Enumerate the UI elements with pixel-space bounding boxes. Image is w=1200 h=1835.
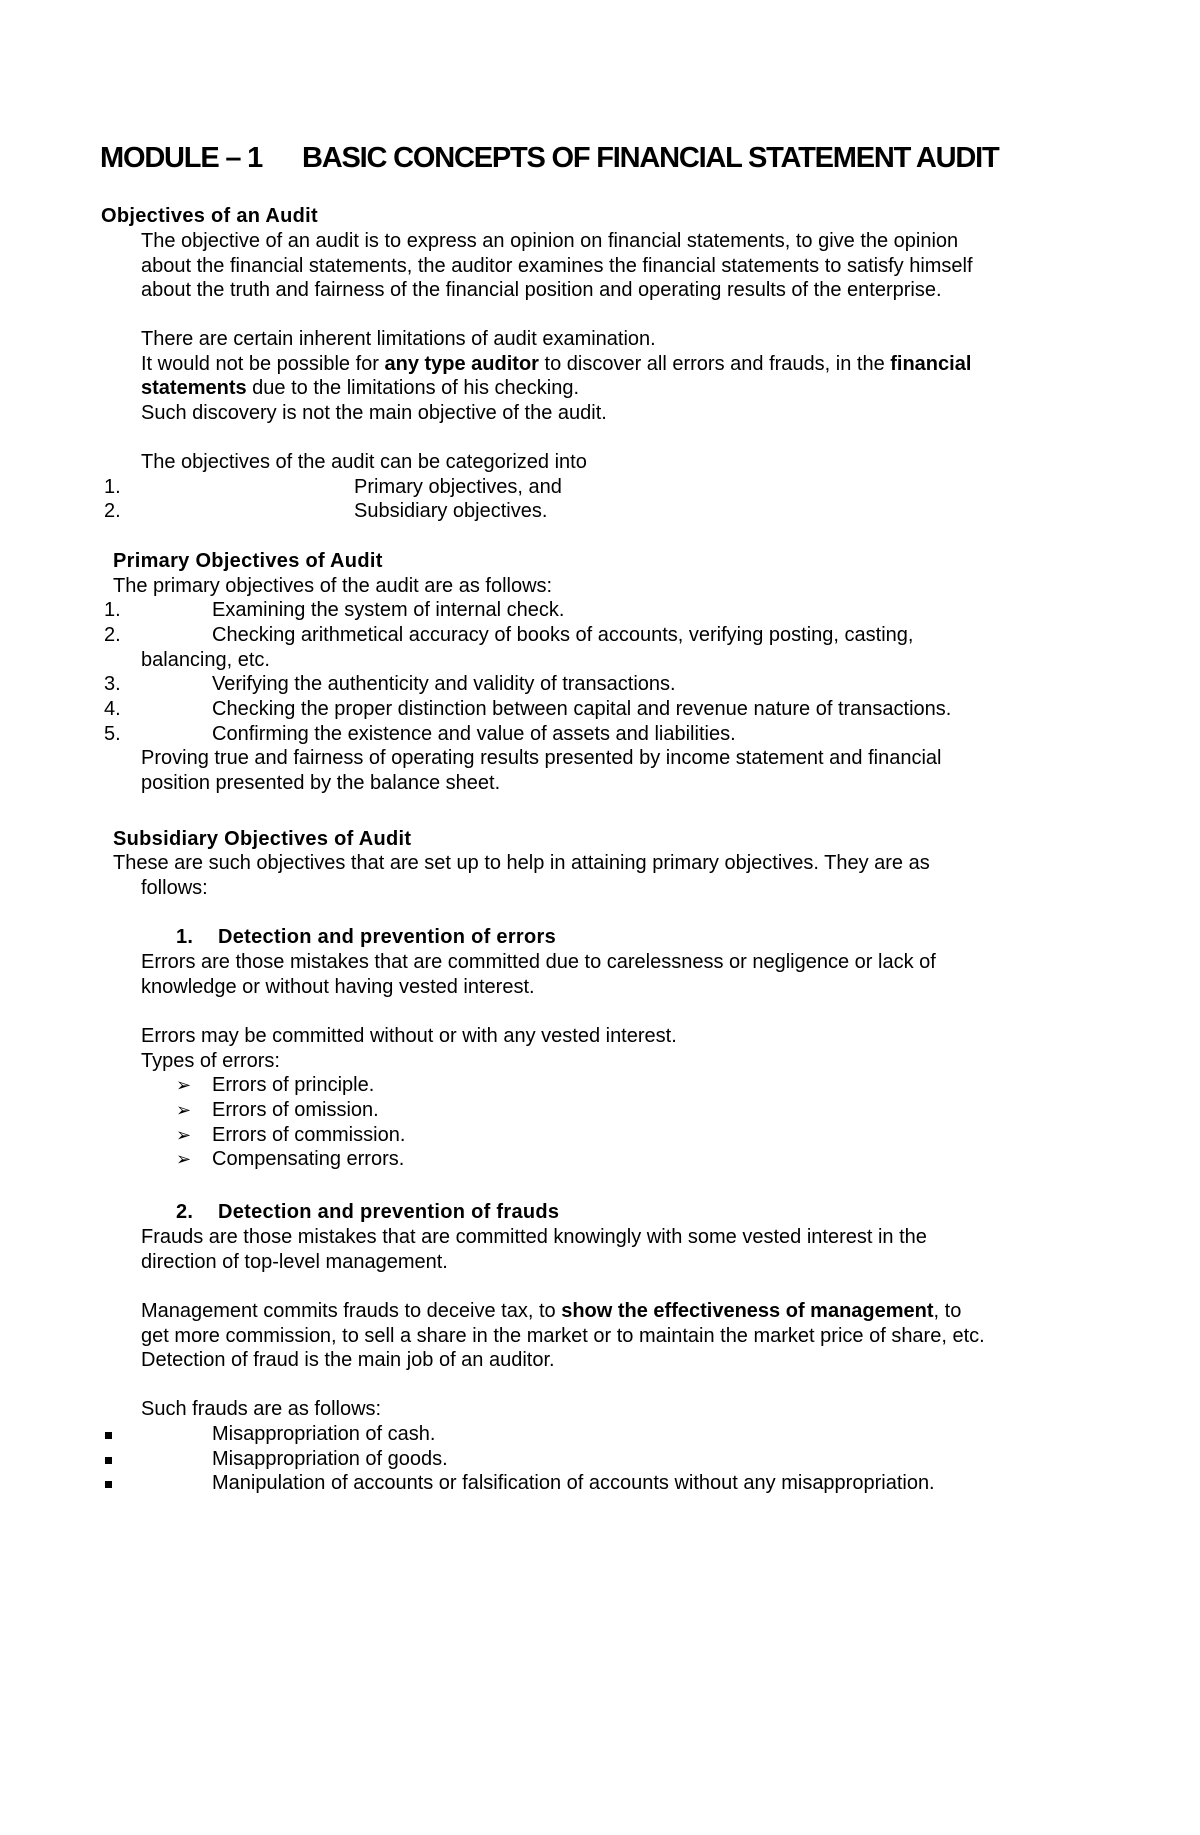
list-number: 2. [104, 624, 121, 646]
paragraph-line: about the truth and fairness of the financial position and operating results of the enterprise. [141, 279, 942, 301]
paragraph-line [141, 1299, 961, 1323]
arrow-bullet-icon: ➢ [176, 1149, 192, 1169]
list-item: Confirming the existence and value of assets and liabilities. [212, 723, 736, 745]
list-item: Errors of omission. [212, 1099, 379, 1121]
list-item: Compensating errors. [212, 1148, 405, 1170]
square-bullet-icon [105, 1457, 112, 1464]
bold-text: statements [141, 377, 247, 399]
text-run: to discover all errors and frauds, in the [538, 353, 891, 375]
paragraph-line: about the financial statements, the auditor examines the financial statements to satisfy himself [141, 255, 973, 277]
paragraph-line: The objectives of the audit can be categorized into [141, 451, 587, 473]
subheading-number: 1. [176, 926, 194, 948]
arrow-bullet-icon: ➢ [176, 1100, 192, 1120]
list-item: Manipulation of accounts or falsification of accounts without any misappropriation. [212, 1472, 935, 1494]
section-heading-objectives: Objectives of an Audit [101, 205, 319, 227]
arrow-bullet-icon: ➢ [176, 1075, 192, 1095]
paragraph-line: Detection of fraud is the main job of an auditor. [141, 1349, 555, 1371]
page-title [100, 140, 999, 176]
list-number: 4. [104, 698, 121, 720]
list-number: 5. [104, 723, 121, 745]
list-item: Subsidiary objectives. [354, 500, 548, 522]
list-item: Misappropriation of goods. [212, 1448, 448, 1470]
list-item: Errors of principle. [212, 1074, 375, 1096]
list-number: 3. [104, 673, 121, 695]
list-item: Primary objectives, and [354, 476, 562, 498]
list-item: Checking the proper distinction between capital and revenue nature of transactions. [212, 698, 952, 720]
paragraph-line: These are such objectives that are set up to help in attaining primary objectives. They are as [113, 852, 930, 874]
paragraph-line: Such frauds are as follows: [141, 1398, 382, 1420]
bold-text: any type auditor [384, 353, 539, 375]
paragraph-line: There are certain inherent limitations of audit examination. [141, 328, 656, 350]
paragraph-line: direction of top-level management. [141, 1251, 448, 1273]
paragraph-line: Errors are those mistakes that are committed due to carelessness or negligence or lack of [141, 951, 936, 973]
module-number: MODULE – 1 [100, 142, 263, 174]
paragraph-line: The primary objectives of the audit are as follows: [113, 575, 553, 597]
paragraph-line: get more commission, to sell a share in the market or to maintain the market price of share, etc. [141, 1325, 985, 1347]
paragraph-line: Proving true and fairness of operating results presented by income statement and financial [141, 747, 942, 769]
subheading-number: 2. [176, 1201, 194, 1223]
list-item: Verifying the authenticity and validity of transactions. [212, 673, 676, 695]
list-item: Examining the system of internal check. [212, 599, 565, 621]
bold-text: show the effectiveness of management [561, 1300, 934, 1322]
paragraph-line [141, 352, 971, 376]
text-run: Management commits frauds to deceive tax, to [141, 1300, 562, 1322]
paragraph-line: knowledge or without having vested interest. [141, 976, 535, 998]
subheading-errors: Detection and prevention of errors [218, 926, 557, 948]
section-heading-primary: Primary Objectives of Audit [113, 550, 383, 572]
module-title: BASIC CONCEPTS OF FINANCIAL STATEMENT AUDIT [302, 142, 999, 174]
paragraph-line: Frauds are those mistakes that are committed knowingly with some vested interest in the [141, 1226, 927, 1248]
list-item-continuation: balancing, etc. [141, 649, 270, 671]
text-run: It would not be possible for [141, 353, 385, 375]
text-run: due to the limitations of his checking. [246, 377, 580, 399]
paragraph-line: Such discovery is not the main objective of the audit. [141, 402, 607, 424]
section-heading-subsidiary: Subsidiary Objectives of Audit [113, 828, 412, 850]
paragraph-line: Types of errors: [141, 1050, 280, 1072]
arrow-bullet-icon: ➢ [176, 1125, 192, 1145]
list-item: Checking arithmetical accuracy of books of accounts, verifying posting, casting, [212, 624, 914, 646]
bold-text: financial [890, 353, 972, 375]
paragraph-line: The objective of an audit is to express an opinion on financial statements, to give the opinion [141, 230, 959, 252]
list-number: 1. [104, 476, 121, 498]
text-run: , to [933, 1300, 962, 1322]
square-bullet-icon [105, 1432, 112, 1439]
paragraph-line: position presented by the balance sheet. [141, 772, 501, 794]
subheading-frauds: Detection and prevention of frauds [218, 1201, 560, 1223]
paragraph-line: Errors may be committed without or with any vested interest. [141, 1025, 677, 1047]
paragraph-line [141, 376, 579, 400]
square-bullet-icon [105, 1481, 112, 1488]
list-item: Errors of commission. [212, 1124, 406, 1146]
paragraph-line: follows: [141, 877, 208, 899]
list-item: Misappropriation of cash. [212, 1423, 436, 1445]
list-number: 2. [104, 500, 121, 522]
list-number: 1. [104, 599, 121, 621]
